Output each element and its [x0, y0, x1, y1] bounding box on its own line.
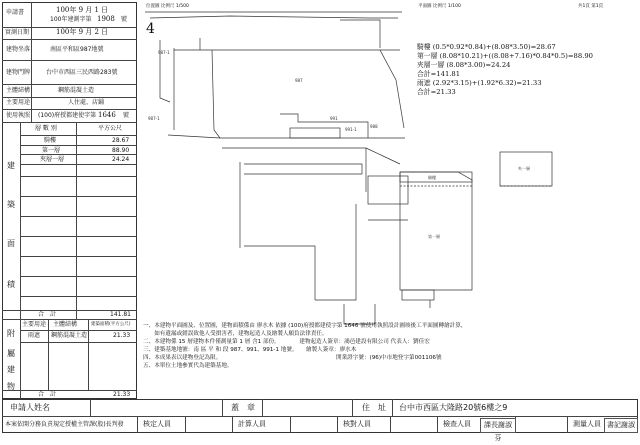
note-line: 二、本建物係 15 層建物本件僅測量第 1 層 含1 部份。 建物起造人簽章：鴻邑建設有限公司 代表人：劉佳宏 [143, 339, 430, 345]
annex-use-header: 主要用途 [22, 321, 47, 328]
survey-case-prefix: 100年建測字第 [50, 16, 92, 23]
area-side-2: 築 [7, 200, 15, 209]
floor-area: 24.24 [112, 156, 130, 163]
doorplate-value: 台中市西區三民西路283號 [46, 69, 118, 76]
note-line: 一、本建物平面圖及、位置圖，建物面積係由 廖水木 依據 (100)府授都建使字第 1646 號使用執照設計圖竣後工平面圖轉繪計算， [143, 323, 467, 329]
area-side-1: 建 [7, 161, 15, 170]
floor-plan-scale: 平面圖 比例尺 1/100 [418, 4, 461, 9]
survey-date-value: 100年 9 月 1 日 [56, 6, 109, 14]
room-label: 夾一層 [518, 166, 530, 171]
room-label: 第一層 [428, 234, 440, 239]
address-label: 住 址 [362, 403, 386, 412]
calc-line: 第一層 (8.08*10.21)+((8.08+7.16)*0.84*0.5)=88.90 [417, 52, 594, 60]
parcel-label: 991-1 [345, 127, 357, 132]
annex-total-label: 合 計 [38, 391, 57, 398]
license-number: 1646 [98, 111, 116, 119]
room-label: 騎樓 [428, 175, 436, 180]
seal-label: 蓋 章 [231, 403, 255, 412]
calculator-label: 計算人員 [238, 420, 266, 428]
note-line: 四、本成果表以建物登記為限。 開業證字號：(96)中市地登字第001106號 [143, 355, 442, 361]
note-line: 五、本單位土地參實代為建築基地。 [143, 363, 233, 369]
checker-label: 核對人員 [343, 420, 371, 428]
annex-total-value: 21.33 [113, 391, 131, 398]
floor-plan-svg [380, 150, 630, 310]
site-plan-scale: 位置圖 比例尺 1/500 [146, 4, 189, 9]
inspector-stamp: 課長謝淑芬 [480, 418, 516, 433]
site-plan-number: 4 [146, 21, 155, 37]
site-plan-svg [140, 10, 410, 340]
use-label: 主要用途 [6, 99, 31, 106]
license-label: 使用執照 [6, 112, 31, 119]
parcel-label: 987 [295, 78, 303, 83]
applicant-label: 申請人姓名 [10, 403, 50, 412]
doorplate-label: 建物門牌 [6, 69, 31, 76]
total-label: 合 計 [38, 311, 57, 318]
parcel-label: 988 [370, 124, 378, 129]
license-prefix: (100)府授都建使字第 [38, 112, 97, 119]
floor-name: 第一層 [42, 147, 61, 154]
parcel-label: 991 [330, 116, 338, 121]
annex-use: 雨遮 [28, 332, 41, 339]
site-value: 南區平和區987地號 [50, 46, 104, 53]
surveyor-stamp: 書記謝淑 [604, 418, 638, 433]
annex-side-4: 物 [7, 382, 15, 391]
annex-area: 21.33 [113, 332, 131, 339]
structure-label: 主體結構 [6, 87, 31, 94]
license-unit: 號 [123, 112, 130, 119]
calc-line: 夾層一層 (8.08*3.00)=24.24 [417, 61, 511, 69]
floor-area: 88.90 [112, 147, 130, 154]
note-line: 如有遺漏或錯誤致他人受損害者，建物起造人及繪製人願負法律責任。 [143, 331, 328, 337]
parcel-label: 987-1 [148, 116, 160, 121]
surveyor-label: 測量人員 [573, 420, 601, 428]
calc-line: 騎樓 (0.5*0.92*0.84)+(8.08*3.50)=28.67 [417, 43, 556, 51]
approver-label: 核定人員 [143, 420, 171, 428]
floor-name: 騎樓 [44, 137, 57, 144]
annex-area-header: 建築面積(平方公尺) [91, 322, 131, 327]
page-indicator: 共1頁 第1頁 [578, 4, 604, 9]
area-side-4: 積 [7, 280, 15, 289]
inspector-label: 檢查人員 [443, 420, 471, 428]
survey-date-label: 申請書 [6, 9, 25, 16]
survey-case-number: 1908 [97, 15, 115, 23]
area-value-header: 平方公尺 [98, 125, 123, 132]
annex-side-1: 附 [7, 329, 15, 338]
authorization-note: 本案依開分務負責規定授權主管課(股)長判發 [5, 421, 124, 428]
site-label: 建物坐落 [6, 46, 31, 53]
area-side-3: 面 [7, 239, 15, 248]
parcel-label: 987-1 [158, 50, 170, 55]
use-value: 人住處、店鋪 [68, 99, 105, 106]
survey-case-unit: 號 [121, 16, 128, 23]
structure-value: 鋼筋混凝土造 [58, 87, 95, 94]
calc-line: 雨遮 (2.92*3.15)+(1.92*6.32)=21.33 [417, 79, 542, 87]
calc-line: 合計=141.81 [417, 70, 461, 78]
review-date-value: 100年 9 月 2 日 [56, 28, 109, 36]
annex-side-3: 建 [7, 365, 15, 374]
annex-structure: 鋼筋混凝土造 [51, 332, 88, 339]
address-value: 台中市西區大隆路20號6樓之9 [399, 403, 508, 412]
annex-side-2: 屬 [7, 349, 15, 358]
note-line: 三、建築基地地號：南 區 平 和 段 987、991、991-1 地號。 繪製人簽章：廖水木 [143, 347, 357, 353]
floor-area: 28.67 [112, 137, 130, 144]
calc-line: 合計=21.33 [417, 88, 456, 96]
review-date-label: 實測日期 [5, 29, 30, 36]
annex-structure-header: 主體結構 [53, 321, 78, 328]
area-floor-header: 層 數 別 [35, 125, 57, 132]
total-value: 141.81 [110, 311, 131, 318]
floor-name: 夾層一層 [40, 156, 65, 163]
